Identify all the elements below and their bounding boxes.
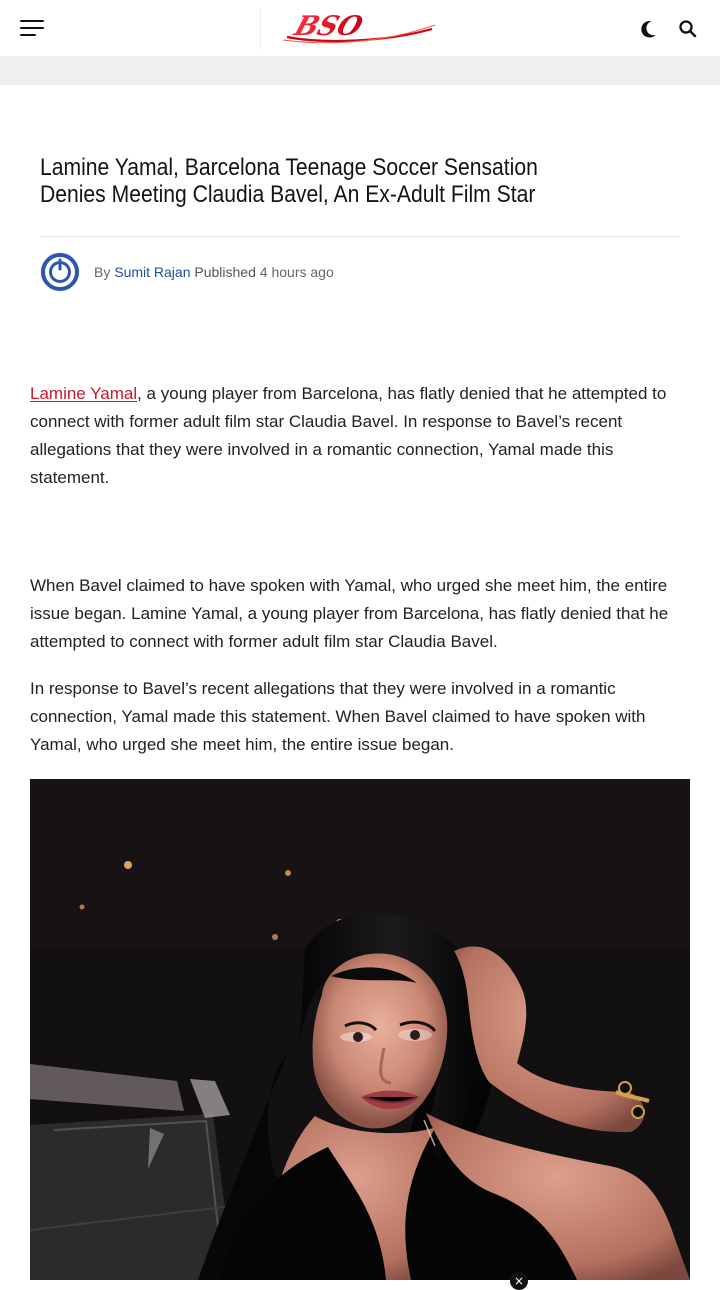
site-logo[interactable] — [282, 9, 436, 43]
lamine-yamal-link[interactable]: Lamine Yamal — [30, 384, 138, 403]
search-icon-svg — [677, 18, 699, 40]
moon-icon-svg — [637, 18, 659, 40]
author-avatar[interactable] — [40, 252, 80, 292]
close-icon[interactable]: × — [510, 1272, 528, 1290]
header-divider — [260, 8, 261, 50]
paragraph-1-text: , a young player from Barcelona, has flatly denied that he attempted to connect with former adult film star Claudia Bavel. In response to Bavel’s recent allegations that they were involved in a romantic connection, Yamal made this statement. — [30, 384, 667, 487]
article-title: Lamine Yamal, Barcelona Teenage Soccer Sensation Denies Meeting Claudia Bavel, An Ex-Adult Film Star — [40, 154, 538, 208]
article-byline — [94, 263, 334, 281]
menu-line-bottom — [20, 34, 36, 36]
article-photo — [30, 779, 690, 1280]
menu-icon[interactable] — [20, 20, 44, 36]
svg-text:BSO: BSO — [290, 9, 367, 42]
menu-line-top — [20, 20, 44, 22]
title-divider — [40, 236, 680, 237]
article-photo-illustration — [30, 779, 690, 1280]
published-time: 4 hours ago — [259, 264, 334, 280]
search-icon[interactable] — [677, 18, 699, 40]
article-paragraph-2: When Bavel claimed to have spoken with Yamal, who urged she meet him, the entire issue began. Lamine Yamal, a young player from Barcelona, has flatly denied that he attempted to connect with former adult film star Claudia Bavel. — [30, 576, 669, 651]
menu-line-middle — [20, 27, 44, 29]
header-gray-band — [0, 57, 720, 85]
article-paragraph-1 — [30, 380, 690, 492]
author-avatar-icon — [40, 252, 80, 292]
author-link[interactable]: Sumit Rajan — [114, 264, 191, 280]
byline-by: By — [94, 264, 111, 280]
moon-icon[interactable] — [637, 18, 659, 40]
top-navigation-bar — [0, 0, 720, 57]
article-paragraph-3: In response to Bavel’s recent allegations that they were involved in a romantic connection, Yamal made this statement. When Bavel claimed to have spoken with Yamal, who urged she meet him, the entire issue began. — [30, 679, 646, 754]
bso-logo-icon — [282, 9, 436, 43]
published-label: Published — [194, 264, 256, 280]
